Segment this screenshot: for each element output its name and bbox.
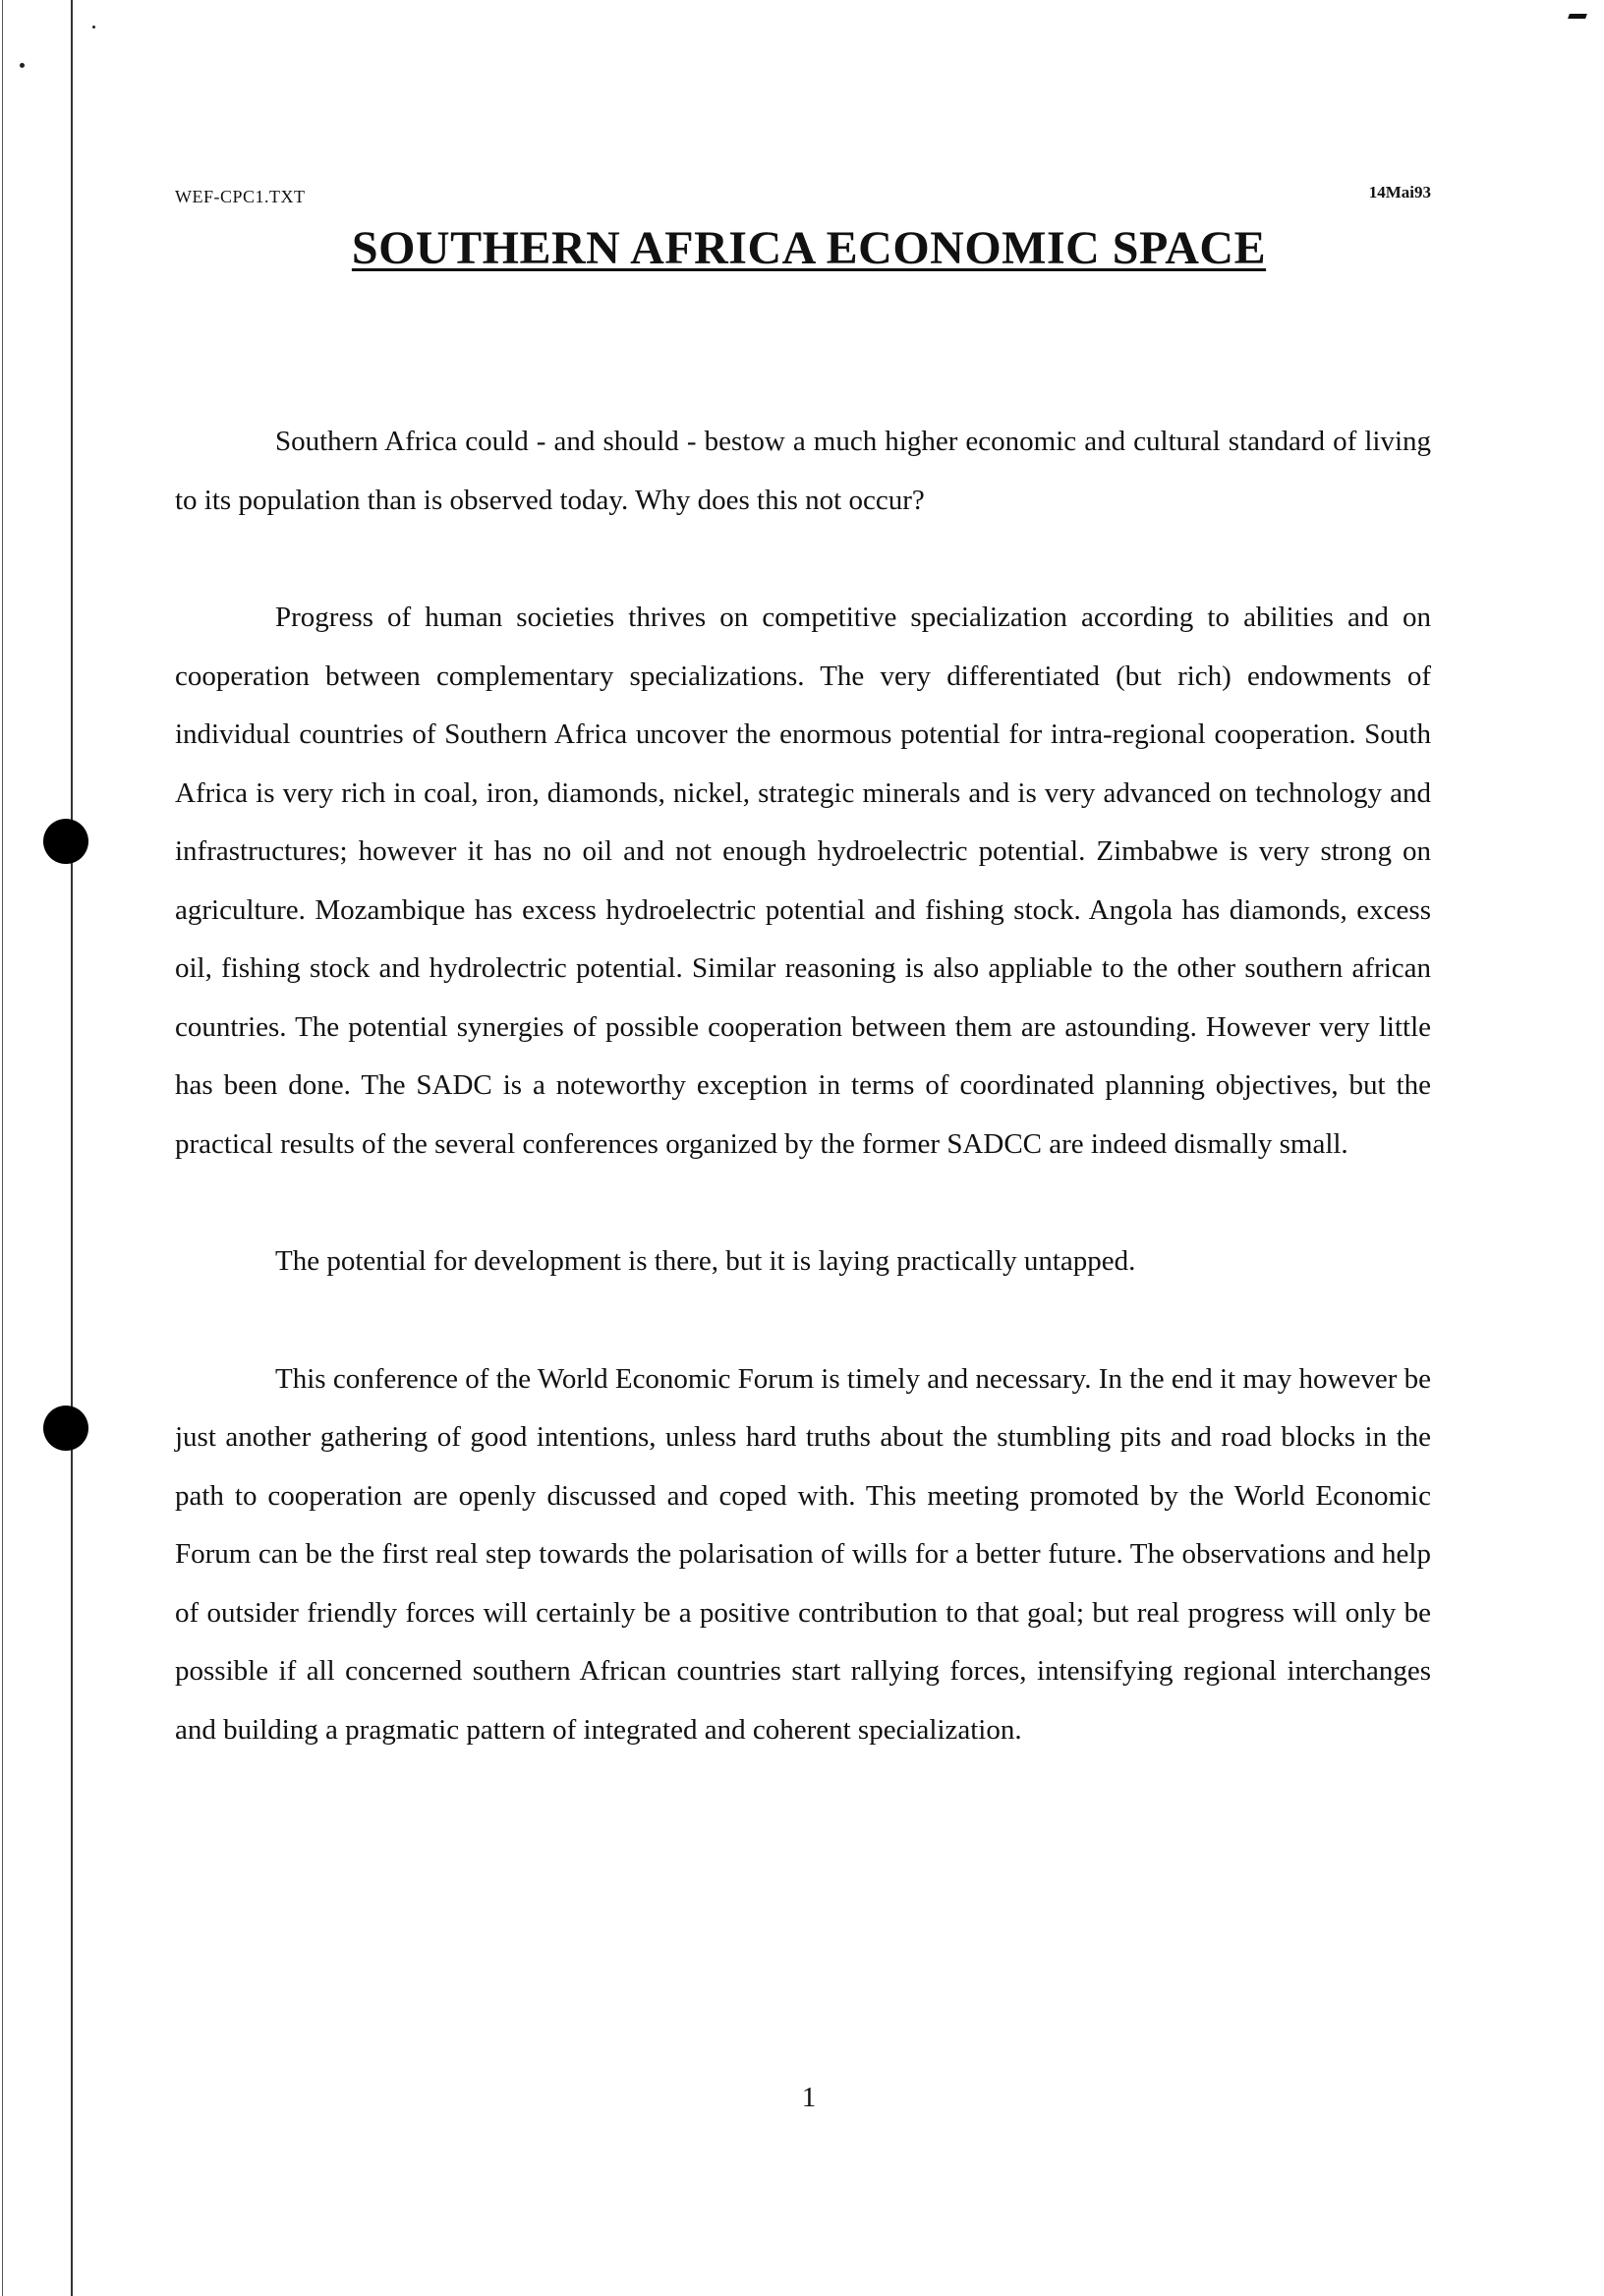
paragraph: This conference of the World Economic Forum is timely and necessary. In the end it may however be just another gathering of good intentions, unless hard truths about the stumbling pits and road blocks in the path to cooperation are openly discussed and coped with. This meeting promoted by the World Economic Forum can be the first real step towards the polarisation of wills for a better future. The observations and help of outsider friendly forces will certainly be a positive contribution to that goal; but real progress will only be possible if all concerned southern African countries start rallying forces, intensifying regional interchanges and building a pragmatic pattern of integrated and coherent specialization. <box>175 1362 1431 1746</box>
corner-mark <box>1568 14 1587 19</box>
date-stamp: 14Mai93 <box>1368 183 1431 201</box>
document-header <box>175 183 1431 216</box>
binder-margin-line <box>71 0 73 2296</box>
scan-speck <box>92 26 95 29</box>
left-edge-line <box>2 0 3 2296</box>
document-title: SOUTHERN AFRICA ECONOMIC SPACE <box>351 222 1267 274</box>
document-body <box>175 413 1431 1818</box>
page-number: 1 <box>801 2082 817 2113</box>
paragraph: Southern Africa could - and should - bestow a much higher economic and cultural standard of living to its population than is observed today. Why does this not occur? <box>175 426 1431 516</box>
paragraph: The potential for development is there, but it is laying practically untapped. <box>275 1245 1136 1277</box>
punch-hole-lower <box>43 1406 88 1451</box>
paragraph: Progress of human societies thrives on competitive specialization according to abilities and on cooperation between complementary specializations. The very differentiated (but rich) endowments of individual countries of Southern Africa uncover the enormous potential for intra-regional cooperation. South Africa is very rich in coal, iron, diamonds, nickel, strategic minerals and is very advanced on technology and infrastructures; however it has no oil and not enough hydroelectric potential. Zimbabwe is very strong on agriculture. Mozambique has excess hydroelectric potential and fishing stock. Angola has diamonds, excess oil, fishing stock and hydrolectric potential. Similar reasoning is also appliable to the other southern african countries. The potential synergies of possible cooperation between them are astounding. However very little has been done. The SADC is a noteworthy exception in terms of coordinated planning objectives, but the practical results of the several conferences organized by the former SADCC are indeed dismally small. <box>175 602 1431 1160</box>
punch-hole-upper <box>43 819 88 864</box>
file-name: WEF-CPC1.TXT <box>175 187 306 206</box>
scan-speck <box>20 63 25 68</box>
